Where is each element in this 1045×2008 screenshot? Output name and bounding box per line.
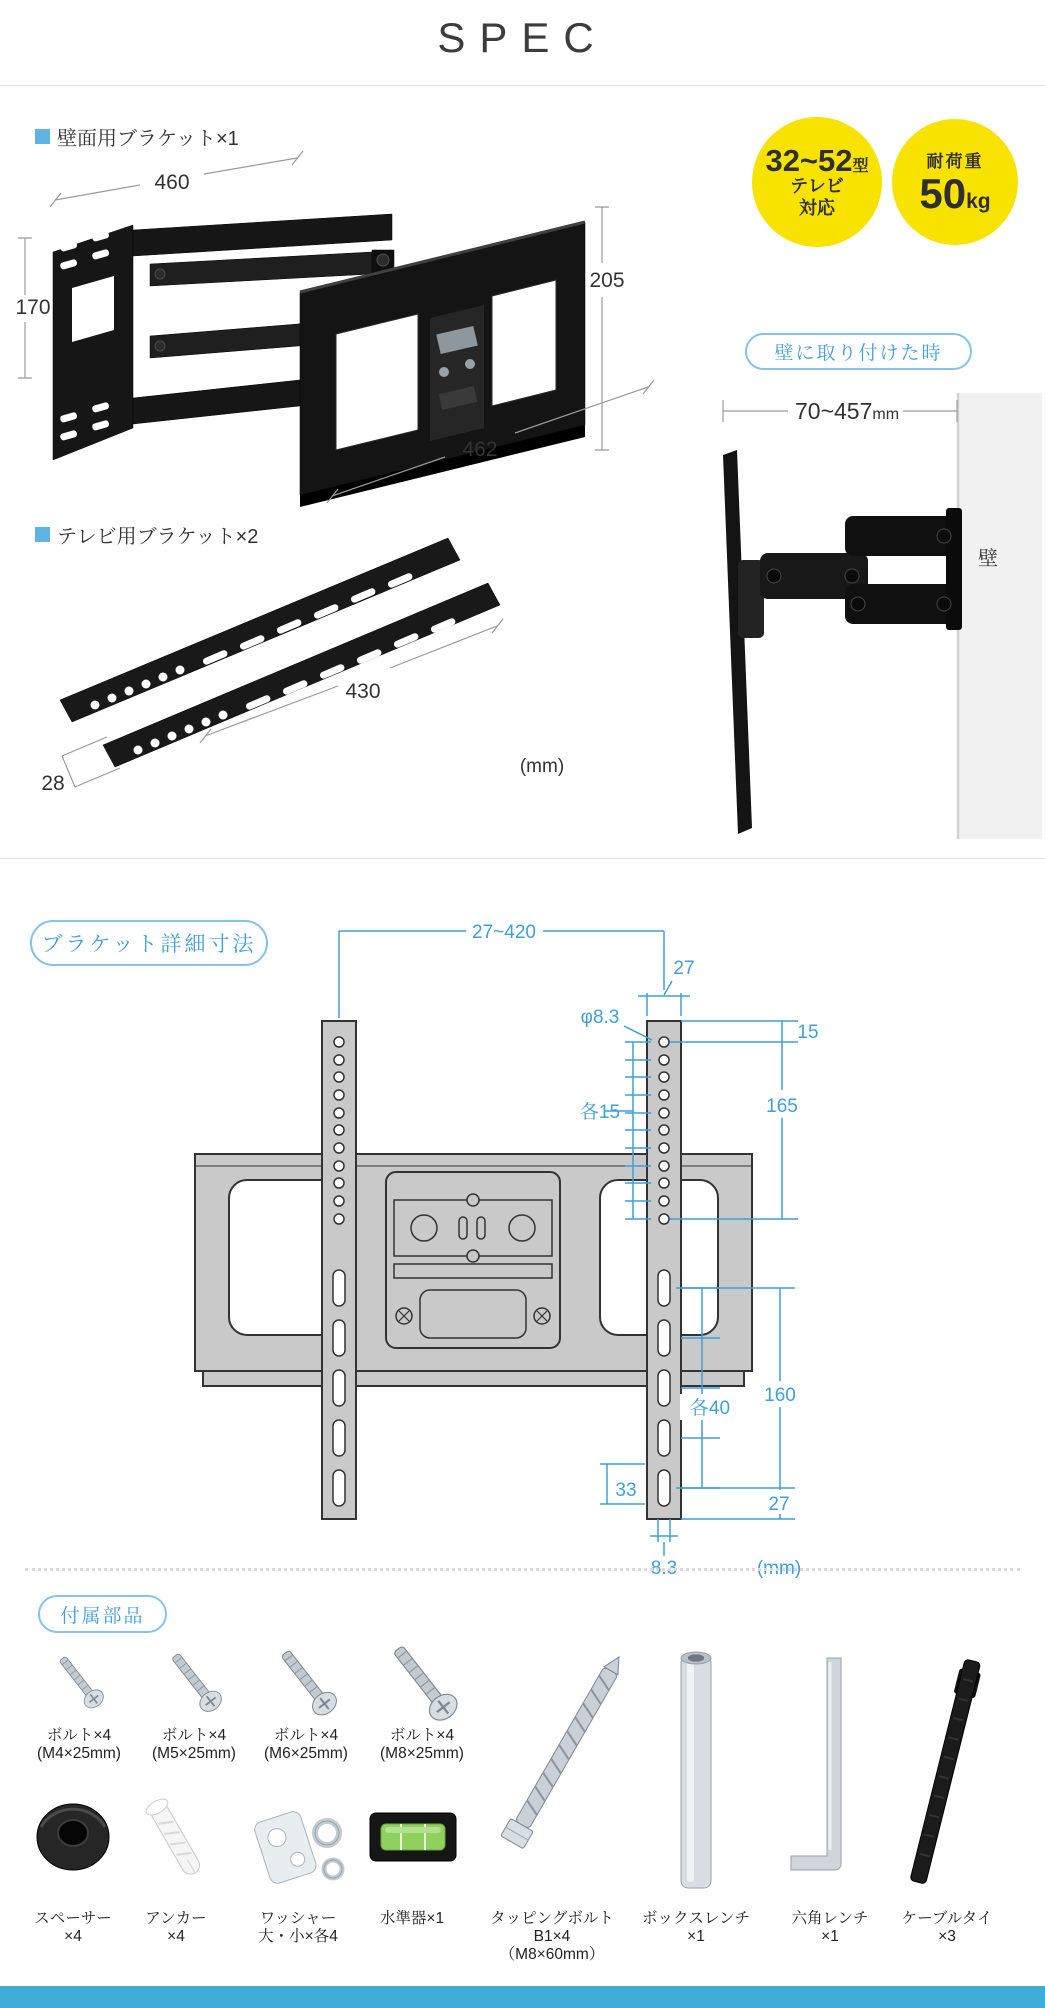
tapping-bolt-icon xyxy=(472,1638,632,1905)
dim-430: 430 xyxy=(345,680,381,703)
footer-accent-bar xyxy=(0,1986,1045,2008)
wall-bracket-label: 壁面用ブラケット×1 xyxy=(35,122,239,151)
part-washer: ワッシャー 大・小×各4 xyxy=(233,1775,363,1946)
bolt-icon xyxy=(129,1638,259,1722)
wall-bracket-photo xyxy=(15,151,654,507)
product-photos-illustration xyxy=(0,95,1045,865)
part-spacer: スペーサー ×4 xyxy=(8,1775,138,1946)
wall-surface xyxy=(958,393,1042,839)
bolt-icon xyxy=(14,1638,144,1722)
cable-tie-icon xyxy=(882,1638,1012,1905)
dim-hole-diameter: φ8.3 xyxy=(580,1007,620,1028)
bolt-icon xyxy=(241,1638,371,1722)
dim-span-165: 165 xyxy=(766,1096,798,1117)
dim-rail-width-27: 27 xyxy=(673,958,695,979)
box-wrench-icon xyxy=(631,1638,761,1905)
part-box-wrench: ボックスレンチ ×1 xyxy=(631,1638,761,1946)
dim-170: 170 xyxy=(15,296,51,319)
part-tapping-bolt: タッピングボルトB1×4 （M8×60mm） xyxy=(472,1638,632,1964)
part-bolt-m4: ボルト×4 (M4×25mm) xyxy=(14,1638,144,1763)
part-bolt-m6: ボルト×4 (M6×25mm) xyxy=(241,1638,371,1763)
tv-bracket-label: テレビ用ブラケット×2 xyxy=(35,520,258,549)
header-divider xyxy=(0,85,1045,86)
part-bolt-m5: ボルト×4 (M5×25mm) xyxy=(129,1638,259,1763)
anchor-icon xyxy=(111,1775,241,1905)
dim-offset-27-bottom: 27 xyxy=(768,1494,790,1515)
dotted-divider xyxy=(25,1568,1020,1571)
dim-462: 462 xyxy=(462,438,498,461)
part-cable-tie: ケーブルタイ ×3 xyxy=(882,1638,1012,1946)
load-capacity-badge: 耐荷重 50kg xyxy=(892,119,1018,245)
dim-460: 460 xyxy=(154,171,190,194)
page-title: SPEC xyxy=(437,14,608,61)
dim-slot-width-8-3: 8.3 xyxy=(650,1558,678,1579)
bracket-detail-drawing xyxy=(0,900,1045,1590)
bolt-icon xyxy=(357,1638,487,1722)
dim-70-457: 70~457mm xyxy=(795,398,900,424)
section-divider xyxy=(0,858,1045,859)
part-anchor: アンカー ×4 xyxy=(111,1775,241,1946)
wall-label: 壁 xyxy=(978,548,998,570)
unit-note-mm: (mm) xyxy=(519,756,565,777)
dim-offset-33: 33 xyxy=(615,1480,637,1501)
part-hex-wrench: 六角レンチ ×1 xyxy=(765,1638,895,1946)
dim-line-205 xyxy=(595,207,609,450)
dim-top-offset-15: 15 xyxy=(797,1022,819,1043)
unit-note-mm-detail: (mm) xyxy=(756,1558,802,1579)
detail-dims-badge: ブラケット詳細寸法 xyxy=(30,920,268,966)
wall-mounted-badge: 壁に取り付けた時 xyxy=(745,333,972,370)
dim-27-420: 27~420 xyxy=(472,922,536,943)
washer-icon xyxy=(233,1775,363,1905)
dim-205: 205 xyxy=(589,269,625,292)
hex-wrench-icon xyxy=(765,1638,895,1905)
level-icon xyxy=(347,1775,477,1905)
tv-size-badge: 32~52型 テレビ 対応 xyxy=(752,117,882,247)
dim-28: 28 xyxy=(41,772,65,795)
side-view-photo xyxy=(723,393,1042,839)
dim-pitch-each15: 各15 xyxy=(579,1102,621,1123)
accessories-badge: 付属部品 xyxy=(38,1595,167,1633)
dim-pitch-each40: 各40 xyxy=(689,1398,731,1419)
part-level: 水準器×1 xyxy=(347,1775,477,1928)
part-bolt-m8: ボルト×4 (M8×25mm) xyxy=(357,1638,487,1763)
tv-rails-photo xyxy=(41,538,564,795)
dim-span-160: 160 xyxy=(764,1385,796,1406)
